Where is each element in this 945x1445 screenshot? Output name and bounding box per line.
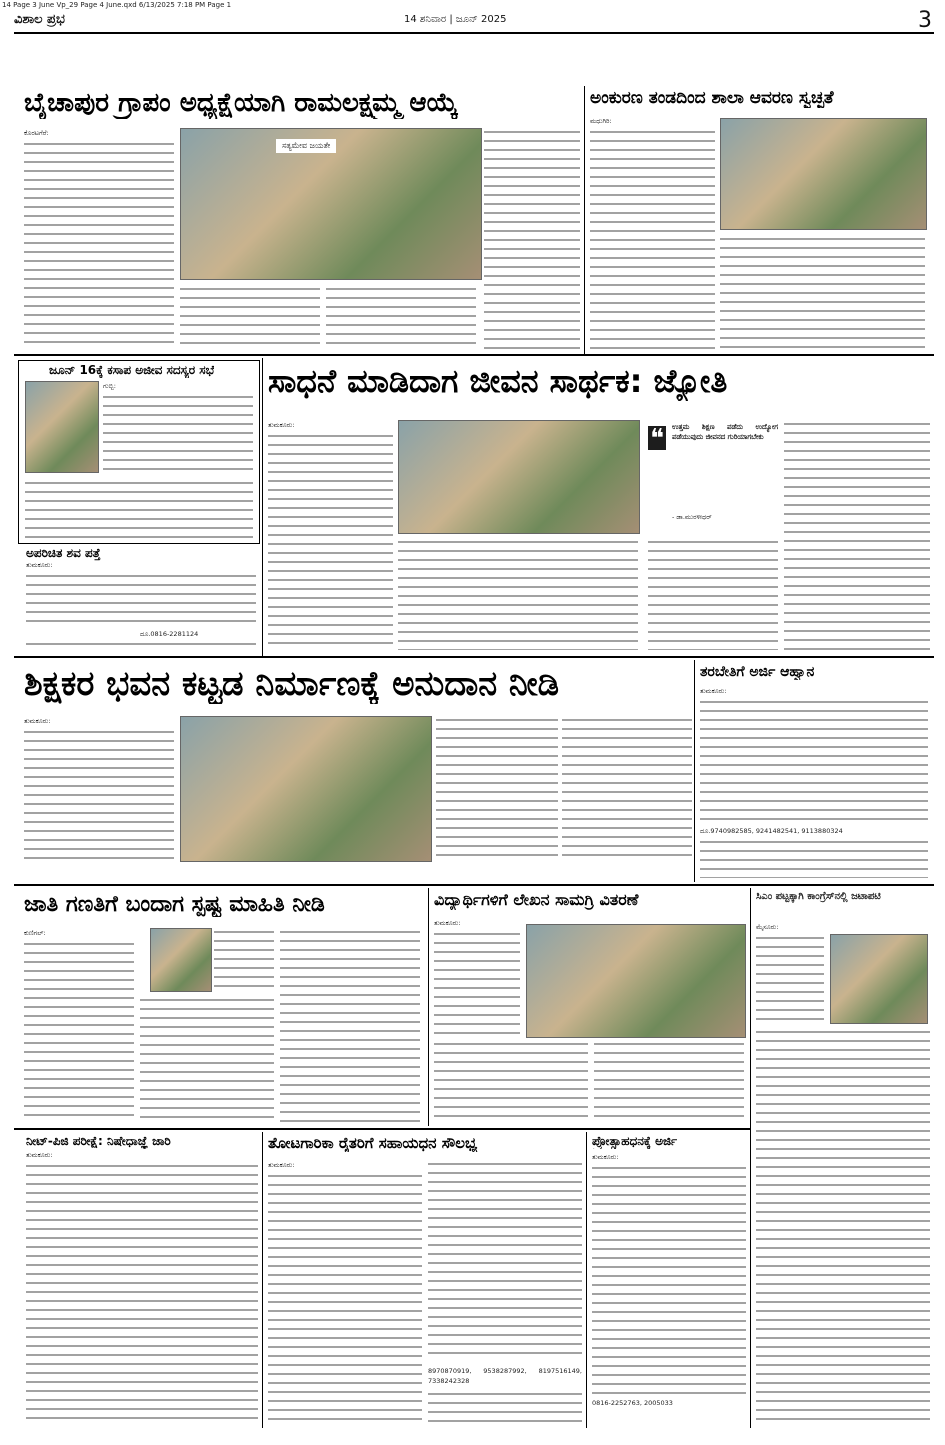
article-dateline: ತುಮಕೂರು: xyxy=(268,1161,295,1169)
contact-phones: 8970870919, 9538287992, 8197516149, 7338242328 xyxy=(428,1367,582,1385)
article-body-text xyxy=(26,572,256,628)
article-dateline: ತುಮಕೂರು: xyxy=(592,1153,619,1161)
issue-date: 14 ಶನಿವಾರ | ಜೂನ್ 2025 xyxy=(404,14,507,25)
article-dateline: ಮೈಸೂರು: xyxy=(756,923,779,931)
article-headline-teachers-bhavan: ಶಿಕ್ಷಕರ ಭವನ ಕಟ್ಟಡ ನಿರ್ಮಾಣಕ್ಕೆ ಅನುದಾನ ನೀಡಿ xyxy=(24,664,560,704)
portrait-photo xyxy=(830,934,928,1024)
article-body-text xyxy=(26,1162,258,1424)
column-divider xyxy=(262,358,263,656)
column-divider xyxy=(584,86,585,354)
article-body-text xyxy=(590,128,715,350)
column-divider xyxy=(750,888,751,1428)
article-body-text xyxy=(268,1172,422,1424)
article-body-text xyxy=(700,698,928,820)
article-body-text xyxy=(180,285,320,350)
article-photo-bairapura xyxy=(180,128,482,280)
article-dateline: ತುಮಕೂರು: xyxy=(26,1151,53,1159)
article-body-text xyxy=(562,716,692,860)
article-body-text xyxy=(756,934,824,1022)
section-rule xyxy=(14,656,934,658)
article-body-text xyxy=(484,128,580,350)
pull-quote-attribution: - ಡಾ.ಮುರಳೀಧರ್ xyxy=(672,513,712,521)
article-body-text xyxy=(700,838,928,878)
section-rule xyxy=(14,884,934,886)
article-dateline: ತುಮಕೂರು: xyxy=(700,687,727,695)
section-rule xyxy=(14,1128,750,1130)
newspaper-logo: ವಿಶಾಲ ಪ್ರಭ xyxy=(14,12,65,27)
article-headline-kasapa: ಜೂನ್ 16ಕ್ಕೆ ಕಸಾಪ ಅಜೀವ ಸದಸ್ಯರ ಸಭೆ xyxy=(49,363,215,377)
contact-phone: ದೂ.0816-2281124 xyxy=(140,630,199,638)
portrait-photo xyxy=(25,381,99,473)
column-divider xyxy=(262,1132,263,1428)
article-dateline: ಗುಬ್ಬಿ: xyxy=(103,382,116,390)
article-dateline: ಮಧುಗಿರಿ: xyxy=(590,117,612,125)
pull-quote-text: ಉತ್ತಮ ಶಿಕ್ಷಣ ಪಡೆದು ಉದ್ಯೋಗ ಪಡೆಯುವುದು ಜೀವನದ ಗುರಿಯಾಗಬೇಕು xyxy=(672,423,778,441)
column-divider xyxy=(694,660,695,882)
article-body-text xyxy=(24,940,134,1122)
article-body-text xyxy=(140,996,274,1122)
article-body-text xyxy=(428,1160,582,1360)
article-body-text xyxy=(24,728,174,860)
section-rule xyxy=(14,354,934,356)
article-headline-bairapura: ಬೈಚಾಪುರ ಗ್ರಾಪಂ ಅಧ್ಯಕ್ಷೆಯಾಗಿ ರಾಮಲಕ್ಷ್ಮಮ್ಮ ಆಯ್ಕೆ xyxy=(24,88,458,118)
article-dateline: ತುಮಕೂರು: xyxy=(268,421,295,429)
quote-mark-icon: ❝ xyxy=(650,424,664,454)
article-body-text xyxy=(594,1040,744,1122)
pull-quote-box xyxy=(648,420,778,532)
article-body-text xyxy=(648,538,778,650)
article-body-text xyxy=(434,1040,588,1122)
article-body-text xyxy=(756,1028,930,1424)
article-body-text xyxy=(398,538,638,650)
article-headline-stationery: ವಿದ್ಯಾರ್ಥಿಗಳಿಗೆ ಲೇಖನ ಸಾಮಗ್ರಿ ವಿತರಣೆ xyxy=(434,890,639,909)
column-divider xyxy=(586,1132,587,1428)
article-dateline: ತುಮಕೂರು: xyxy=(26,561,53,569)
article-headline-caste-census: ಜಾತಿ ಗಣತಿಗೆ ಬಂದಾಗ ಸ್ಪಷ್ಟ ಮಾಹಿತಿ ನೀಡಿ xyxy=(24,892,325,917)
article-body-text xyxy=(280,928,420,1122)
article-body-text xyxy=(24,140,174,350)
article-body-text xyxy=(434,930,520,1034)
article-headline-training: ತರಬೇತಿಗೆ ಅರ್ಜಿ ಆಹ್ವಾನ xyxy=(700,664,815,680)
article-body-text xyxy=(25,479,253,539)
article-headline-jyothi: ಸಾಧನೆ ಮಾಡಿದಾಗ ಜೀವನ ಸಾರ್ಥಕ: ಜ್ಯೋತಿ xyxy=(268,362,728,400)
page-number: 3 xyxy=(918,8,932,33)
article-body-text xyxy=(720,235,925,350)
article-body-text xyxy=(592,1164,746,1394)
article-photo-students xyxy=(526,924,746,1038)
article-dateline: ತುಮಕೂರು: xyxy=(434,919,461,927)
article-photo-lamp-lighting xyxy=(398,420,640,534)
print-slug-line: 14 Page 3 June Vp_29 Page 4 June.qxd 6/13/2025 7:18 PM Page 1 xyxy=(0,0,945,10)
article-body-text xyxy=(428,1390,582,1424)
article-body-text xyxy=(268,432,393,650)
contact-phone: 0816-2252763, 2005033 xyxy=(592,1399,673,1407)
column-divider xyxy=(428,888,429,1126)
article-dateline: ಕೊರಟಗೆರೆ: xyxy=(24,129,49,137)
article-body-text xyxy=(214,928,274,990)
article-body-text xyxy=(26,640,256,652)
contact-phones: ದೂ.9740982585, 9241482541, 9113880324 xyxy=(700,827,843,835)
article-headline-neet-pg: ನೀಟ್-ಪಿಜಿ ಪರೀಕ್ಷೆ: ನಿಷೇಧಾಜ್ಞೆ ಜಾರಿ xyxy=(26,1134,171,1148)
article-photo-school-cleaning xyxy=(720,118,927,230)
article-body-text xyxy=(326,285,476,350)
article-headline-ankurana: ಅಂಕುರಣ ತಂಡದಿಂದ ಶಾಲಾ ಆವರಣ ಸ್ವಚ್ಛತೆ xyxy=(590,88,834,108)
article-body-text xyxy=(436,716,558,860)
article-body-text xyxy=(784,420,930,650)
article-box-kasapa xyxy=(18,360,260,544)
article-body-text xyxy=(103,393,253,473)
portrait-photo xyxy=(150,928,212,992)
article-headline-cm-post: ಸಿಎಂ ಪಟ್ಟಕ್ಕಾಗಿ ಕಾಂಗ್ರೆಸ್‌ನಲ್ಲಿ ಜಟಾಪಟಿ xyxy=(756,891,881,902)
article-dateline: ತುಮಕೂರು: xyxy=(24,717,51,725)
article-headline-unknown-body: ಅಪರಿಚಿತ ಶವ ಪತ್ತೆ xyxy=(26,546,101,560)
masthead xyxy=(14,10,934,34)
article-headline-incentive: ಪ್ರೋತ್ಸಾಹಧನಕ್ಕೆ ಅರ್ಜಿ xyxy=(592,1134,678,1148)
photo-signboard: ಸತ್ಯಮೇವ ಜಯತೇ xyxy=(276,139,336,153)
article-photo-memorandum xyxy=(180,716,432,862)
article-dateline: ಕುಣಿಗಲ್: xyxy=(24,929,46,937)
article-headline-horticulture: ತೋಟಗಾರಿಕಾ ರೈತರಿಗೆ ಸಹಾಯಧನ ಸೌಲಭ್ಯ xyxy=(268,1134,478,1152)
